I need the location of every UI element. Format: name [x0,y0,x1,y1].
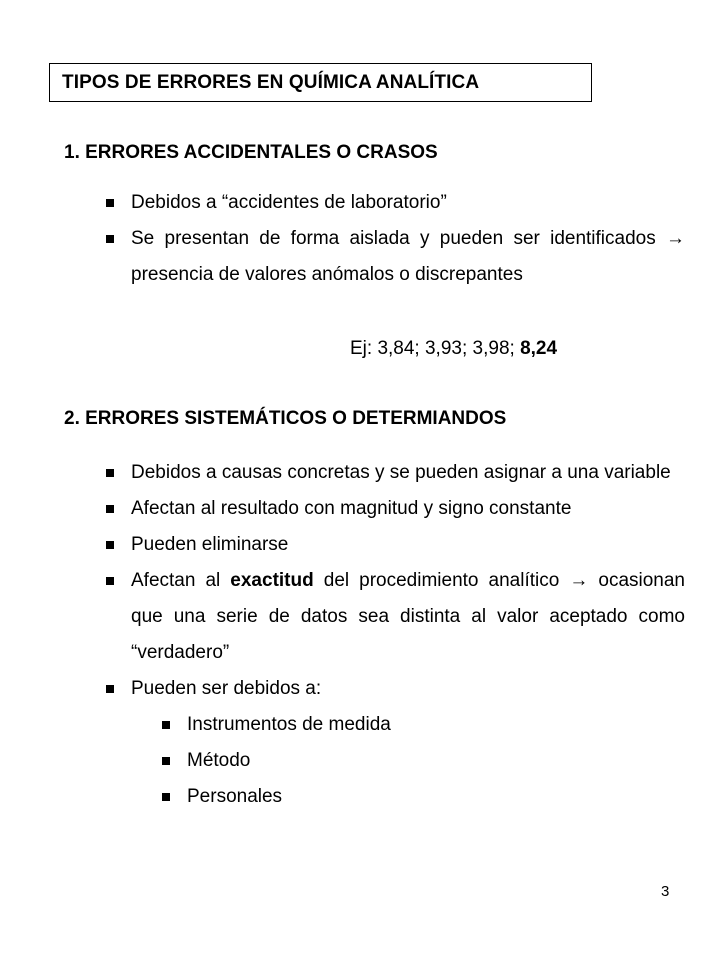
page-title-text: TIPOS DE ERRORES EN QUÍMICA ANALÍTICA [62,71,480,93]
bullet-text: Afectan al [131,570,231,591]
square-bullet-icon [106,199,114,207]
square-bullet-icon [106,685,114,693]
sub-list [104,707,685,815]
list-item: Pueden eliminarse [104,527,685,563]
square-bullet-icon [106,469,114,477]
square-bullet-icon [106,235,114,243]
section-1-list [104,185,685,293]
bullet-text: del procedimiento analítico → ocasionan que una serie de datos sea distinta al valor aceptado como “verdadero” [131,570,685,663]
list-item: Debidos a causas concretas y se pueden asignar a una variable [104,455,685,491]
sub-list-item: Método [104,743,685,779]
list-item: Debidos a “accidentes de laboratorio” [104,185,685,221]
sub-list-item: Instrumentos de medida [104,707,685,743]
square-bullet-icon [162,793,170,801]
sub-list-item: Personales [104,779,685,815]
square-bullet-icon [162,757,170,765]
square-bullet-icon [106,505,114,513]
page-title [49,63,592,102]
list-item [104,563,685,671]
example-values [350,338,557,360]
emphasis-exactitud: exactitud [230,570,314,591]
square-bullet-icon [162,721,170,729]
section-2-heading: 2. ERRORES SISTEMÁTICOS O DETERMIANDOS [64,408,507,429]
list-item: Pueden ser debidos a: Instrumentos de medida Método Personales [104,671,685,815]
list-item: Afectan al resultado con magnitud y signo constante [104,491,685,527]
section-2-list [104,455,685,815]
page-number: 3 [661,883,670,900]
square-bullet-icon [106,577,114,585]
outlier-value: 8,24 [520,338,558,359]
list-item: Se presentan de forma aislada y pueden ser identificados → presencia de valores anómalos o discrepantes [104,221,685,293]
square-bullet-icon [106,541,114,549]
section-1-heading: 1. ERRORES ACCIDENTALES O CRASOS [64,142,438,163]
example-values-list: Ej: 3,84; 3,93; 3,98; [350,338,521,359]
